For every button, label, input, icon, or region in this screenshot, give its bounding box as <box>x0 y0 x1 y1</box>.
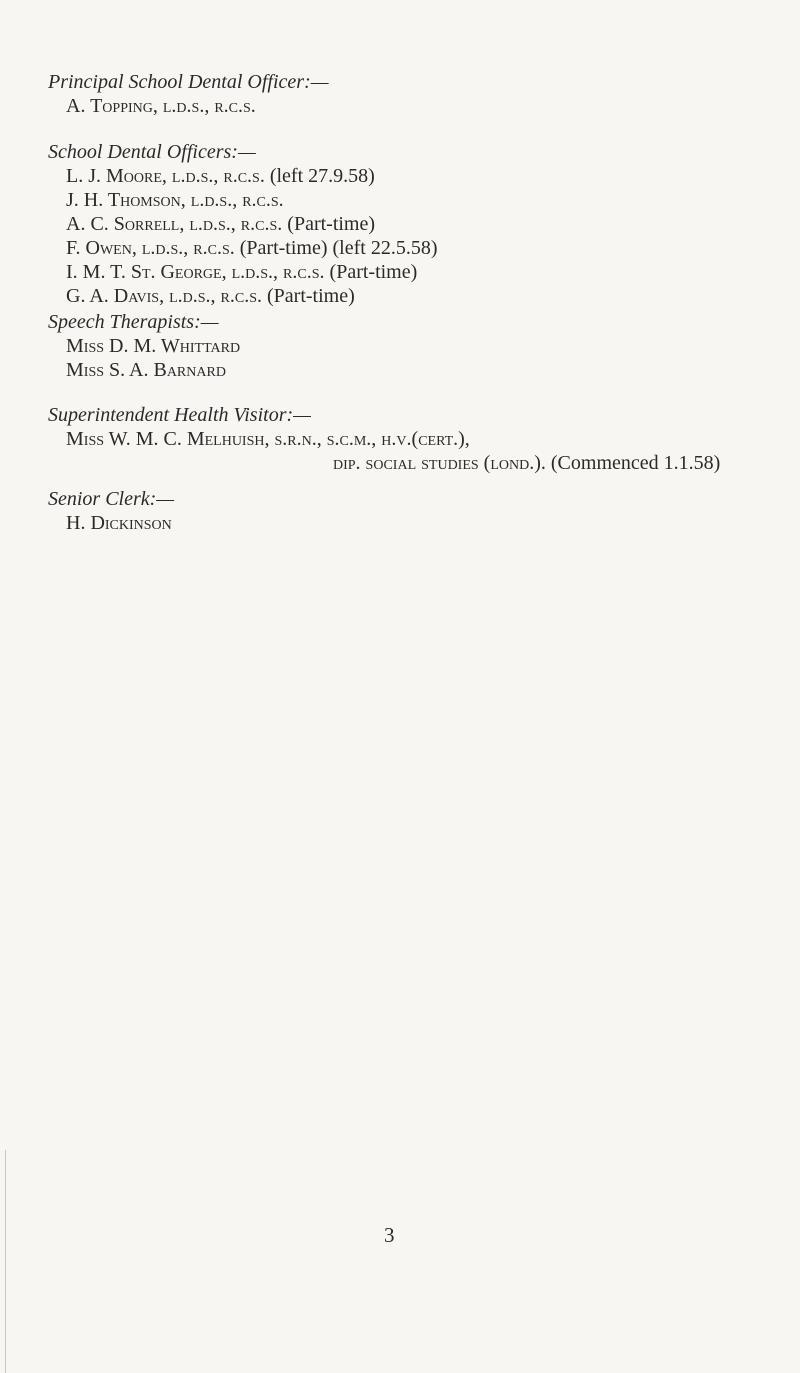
staff-qualifications: l.d.s., r.c.s. <box>171 165 265 187</box>
staff-entry <box>48 511 788 535</box>
staff-qualifications: l.d.s., r.c.s. <box>231 261 325 283</box>
staff-qualifications: dip. social studies (lond.). <box>333 452 546 474</box>
qualifications-continuation <box>48 451 788 475</box>
section-heading: School Dental Officers:— <box>48 141 256 163</box>
staff-entry <box>48 358 788 382</box>
senior-clerk-section <box>48 487 788 535</box>
staff-list <box>48 334 788 382</box>
staff-entry <box>48 334 788 358</box>
staff-qualifications: l.d.s., r.c.s. <box>190 189 284 211</box>
staff-entry <box>48 260 788 284</box>
staff-entry <box>48 212 788 236</box>
staff-note: (Part-time) <box>329 261 418 283</box>
staff-note: (left 27.9.58) <box>269 165 375 187</box>
staff-entry <box>48 164 788 188</box>
staff-qualifications: l.d.s., r.c.s. <box>162 95 256 117</box>
staff-qualifications: s.r.n., s.c.m., h.v.(cert.), <box>274 428 470 450</box>
staff-entry <box>48 236 788 260</box>
staff-list <box>48 94 788 118</box>
staff-note: (Part-time) (left 22.5.58) <box>239 237 438 259</box>
staff-note: (Commenced 1.1.58) <box>550 452 721 474</box>
staff-name: F. Owen, <box>66 237 137 259</box>
staff-name: Miss S. A. Barnard <box>66 359 226 381</box>
staff-note: (Part-time) <box>287 213 376 235</box>
staff-name: Miss W. M. C. Melhuish, <box>66 428 270 450</box>
section-heading: Principal School Dental Officer:— <box>48 71 329 93</box>
page-number: 3 <box>384 1223 395 1247</box>
staff-name: H. Dickinson <box>66 512 172 534</box>
staff-name: I. M. T. St. George, <box>66 261 227 283</box>
staff-list <box>48 511 788 535</box>
staff-entry <box>48 427 788 451</box>
principal-dental-officer-section <box>48 70 788 118</box>
section-heading: Speech Therapists:— <box>48 311 219 333</box>
health-visitor-section <box>48 403 788 475</box>
staff-note: (Part-time) <box>267 285 355 307</box>
staff-name: G. A. Davis, <box>66 285 165 307</box>
section-heading: Superintendent Health Visitor:— <box>48 404 311 426</box>
staff-name: A. C. Sorrell, <box>66 213 185 235</box>
staff-entry <box>48 188 788 212</box>
staff-name: J. H. Thomson, <box>66 189 186 211</box>
binding-edge-line <box>5 1150 6 1373</box>
staff-entry <box>48 284 788 308</box>
staff-qualifications: l.d.s., r.c.s. <box>169 285 263 307</box>
staff-name: Miss D. M. Whittard <box>66 335 241 357</box>
staff-entry <box>48 94 788 118</box>
staff-qualifications: l.d.s., r.c.s. <box>189 213 283 235</box>
staff-qualifications: l.d.s., r.c.s. <box>141 237 235 259</box>
section-heading: Senior Clerk:— <box>48 488 175 510</box>
staff-name: A. Topping, <box>66 95 158 117</box>
school-dental-officers-section <box>48 140 788 308</box>
speech-therapists-section <box>48 310 788 382</box>
staff-name: L. J. Moore, <box>66 165 167 187</box>
staff-list <box>48 164 788 308</box>
staff-list <box>48 427 788 451</box>
